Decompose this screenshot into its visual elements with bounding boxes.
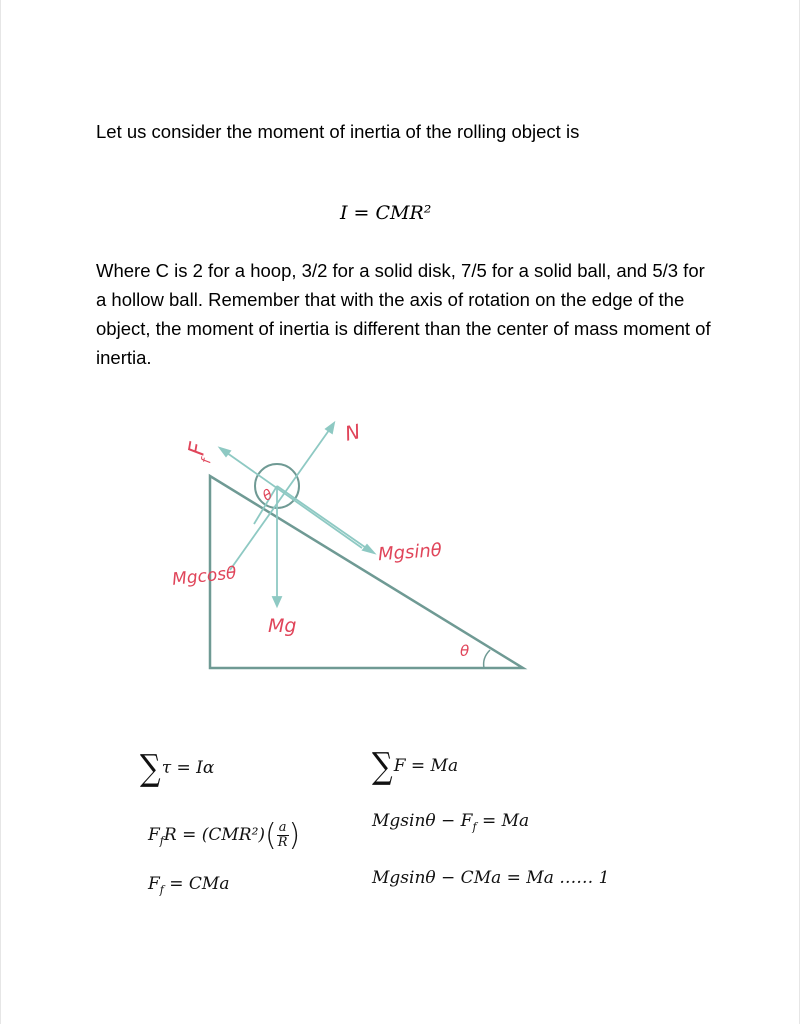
label-friction-sub: f	[199, 457, 215, 465]
summation-symbol-2: ∑	[372, 746, 393, 787]
free-body-diagram	[150, 400, 530, 680]
force-expanded-equation: $Mgsin\theta - F_f = Ma$	[372, 811, 530, 834]
incline-triangle	[210, 476, 523, 668]
label-normal: N	[342, 419, 363, 446]
label-theta: θ	[460, 642, 470, 660]
summation-symbol: ∑	[140, 748, 161, 789]
mg-sin-arrow-line	[277, 486, 372, 552]
moment-of-inertia-equation: I = CMR²	[340, 202, 432, 224]
angle-arc	[484, 650, 490, 668]
label-mg-sin: Mgsinθ	[377, 539, 443, 566]
intro-text: Let us consider the moment of inertia of the rolling object is	[96, 121, 580, 142]
label-friction: F	[184, 440, 212, 458]
torque-sum-equation	[140, 748, 214, 789]
label-mg: Mg	[268, 615, 297, 637]
torque-sum-text: τ = Iα	[161, 758, 215, 778]
mg-arrowhead	[273, 597, 281, 606]
page-left-edge	[0, 0, 1, 1024]
friction-equation: $F_f$ = CMa	[148, 874, 230, 897]
torque-expanded-equation: $F_fR = (CMR^2)$( $\frac{a}{R}$ )	[148, 818, 301, 853]
final-equation: Mgsinθ − CMa = Ma …… 1	[372, 868, 610, 888]
force-sum-equation	[372, 746, 458, 787]
explanation-paragraph: Where C is 2 for a hoop, 3/2 for a solid disk, 7/5 for a solid ball, and 5/3 for a hollow ball. Remember that with the axis of rotation on the edge of the object, the moment of inertia is different than the center of mass moment of inertia.	[96, 260, 711, 368]
force-sum-text: F = Ma	[393, 756, 459, 776]
friction-arrow-line	[220, 448, 362, 548]
label-mg-cos: Mgcosθ	[171, 563, 238, 590]
a-over-r-fraction: $\frac{a}{R}$	[277, 820, 288, 850]
label-theta-ball: θ	[260, 486, 276, 505]
